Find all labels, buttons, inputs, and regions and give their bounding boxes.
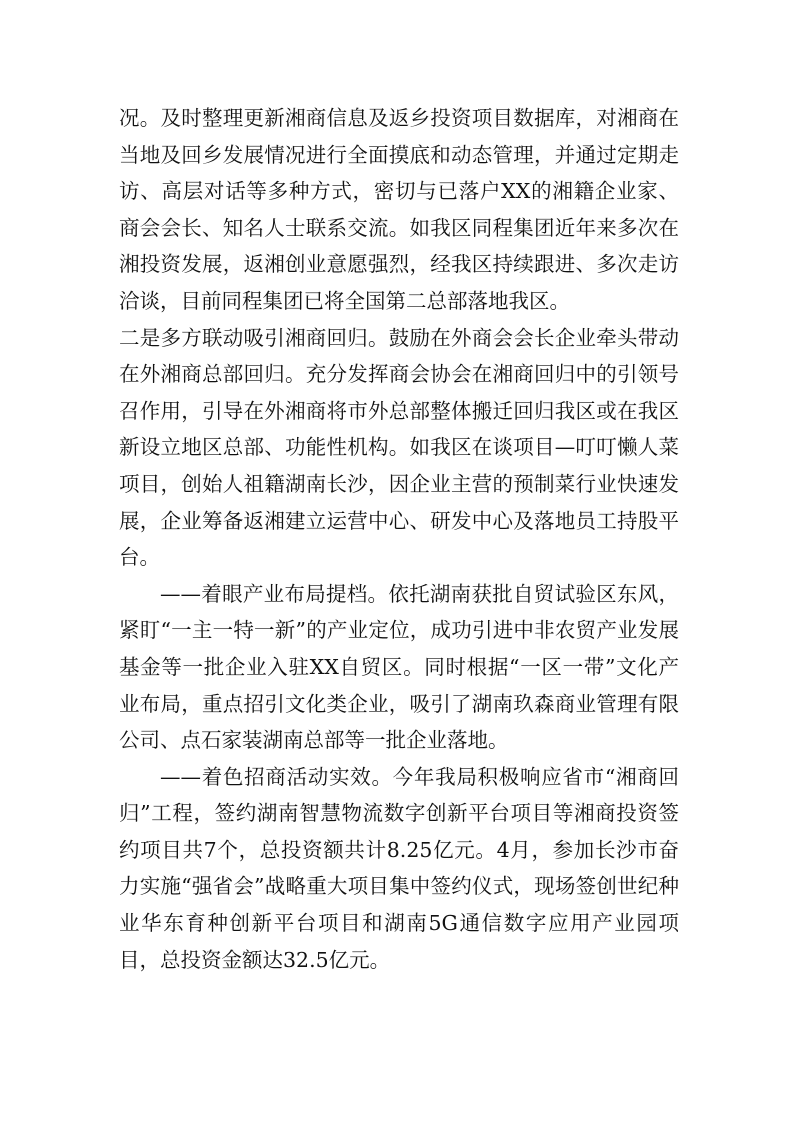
paragraph-industry-layout: ——着眼产业布局提档。依托湖南获批自贸试验区东风，紧盯“一主一特一新”的产业定位，成功引进中非农贸产业发展基金等一批企业入驻XX自贸区。同时根据“一区一带”文化产业布局，重点招引文化类企业，吸引了湖南玖森商业管理有限公司、点石家装湖南总部等一批企业落地。 (119, 581, 679, 753)
paragraph-point-two: 二是多方联动吸引湘商回归。鼓励在外商会会长企业牵头带动在外湘商总部回归。充分发挥商会协会在湘商回归中的引领号召作用，引导在外湘商将市外总部整体搬迁回归我区或在我区新设立地区总部、功能性机构。如我区在谈项目—叮叮懒人菜项目，创始人祖籍湖南长沙，因企业主营的预制菜行业快速发展，企业筹备返湘建立运营中心、研发中心及落地员工持股平台。 (119, 325, 679, 570)
paragraph-investment-activities: ——着色招商活动实效。今年我局积极响应省市“湘商回归”工程，签约湖南智慧物流数字创新平台项目等湘商投资签约项目共7个，总投资额共计8.25亿元。4月，参加长沙市奋力实施“强省会”战略重大项目集中签约仪式，现场签创世纪种业华东育种创新平台项目和湖南5G通信数字应用产业园项目，总投资金额达32.5亿元。 (119, 764, 679, 972)
document-body (119, 100, 679, 978)
paragraph-continuation: 况。及时整理更新湘商信息及返乡投资项目数据库，对湘商在当地及回乡发展情况进行全面摸底和动态管理，并通过定期走访、高层对话等多种方式，密切与已落户XX的湘籍企业家、商会会长、知名人士联系交流。如我区同程集团近年来多次在湘投资发展，返湘创业意愿强烈，经我区持续跟进、多次走访洽谈，目前同程集团已将全国第二总部落地我区。 (119, 106, 679, 313)
